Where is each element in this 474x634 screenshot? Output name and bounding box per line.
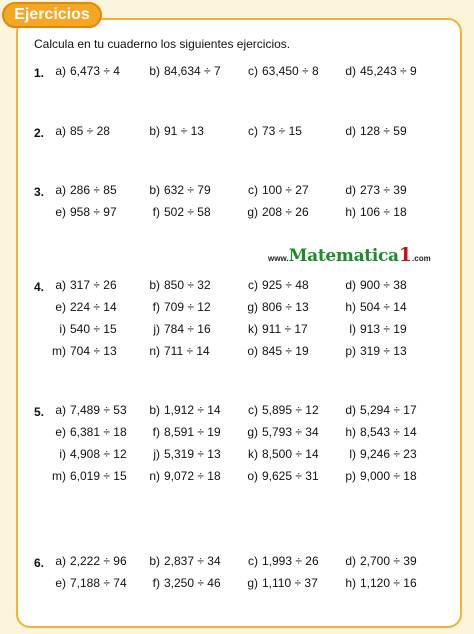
exercise-item (40, 64, 130, 78)
exercise-item (40, 278, 130, 292)
exercise-item (40, 344, 130, 358)
exercise-item (330, 64, 420, 78)
item-label: p) (345, 344, 356, 358)
item-label: a) (55, 403, 66, 417)
item-label: d) (345, 554, 356, 568)
item-label: f) (152, 205, 160, 219)
item-label: h) (345, 576, 356, 590)
division-expression: 709 ÷ 12 (164, 300, 211, 314)
exercise-item (330, 205, 420, 219)
division-expression: 540 ÷ 15 (70, 322, 117, 336)
exercise-item (134, 322, 224, 336)
logo-prefix: www. (268, 254, 289, 263)
exercise-number: 4. (34, 280, 45, 294)
division-expression: 8,591 ÷ 19 (164, 425, 221, 439)
item-label: b) (149, 403, 160, 417)
division-expression: 850 ÷ 32 (164, 278, 211, 292)
item-label: j) (153, 322, 160, 336)
item-label: a) (55, 554, 66, 568)
exercise-item (134, 469, 224, 483)
item-label: b) (149, 278, 160, 292)
division-expression: 8,500 ÷ 14 (262, 447, 319, 461)
division-expression: 5,319 ÷ 13 (164, 447, 221, 461)
item-label: n) (149, 469, 160, 483)
item-label: g) (247, 205, 258, 219)
division-expression: 1,993 ÷ 26 (262, 554, 319, 568)
item-label: l) (349, 322, 356, 336)
item-label: m) (52, 469, 66, 483)
exercise-item (134, 205, 224, 219)
item-label: k) (248, 322, 258, 336)
exercise-item (232, 447, 322, 461)
division-expression: 2,837 ÷ 34 (164, 554, 221, 568)
division-expression: 504 ÷ 14 (360, 300, 407, 314)
exercise-item (330, 322, 420, 336)
exercise-item (330, 124, 420, 138)
item-label: a) (55, 124, 66, 138)
exercise-item (40, 300, 130, 314)
division-expression: 925 ÷ 48 (262, 278, 309, 292)
item-label: e) (55, 205, 66, 219)
exercise-number: 6. (34, 556, 45, 570)
exercise-item (40, 469, 130, 483)
exercise-item (40, 403, 130, 417)
division-expression: 704 ÷ 13 (70, 344, 117, 358)
item-label: o) (247, 344, 258, 358)
division-expression: 2,222 ÷ 96 (70, 554, 127, 568)
item-label: b) (149, 64, 160, 78)
division-expression: 84,634 ÷ 7 (164, 64, 221, 78)
item-label: k) (248, 447, 258, 461)
exercise-item (330, 447, 420, 461)
division-expression: 45,243 ÷ 9 (360, 64, 417, 78)
exercise-item (134, 554, 224, 568)
exercise-item (330, 469, 420, 483)
exercise-item (330, 300, 420, 314)
exercise-item (134, 403, 224, 417)
item-label: a) (55, 278, 66, 292)
exercise-item (330, 403, 420, 417)
division-expression: 958 ÷ 97 (70, 205, 117, 219)
item-label: h) (345, 300, 356, 314)
division-expression: 3,250 ÷ 46 (164, 576, 221, 590)
exercise-item (232, 278, 322, 292)
division-expression: 502 ÷ 58 (164, 205, 211, 219)
exercise-item (232, 300, 322, 314)
exercise-item (40, 447, 130, 461)
division-expression: 6,381 ÷ 18 (70, 425, 127, 439)
exercise-item (232, 576, 322, 590)
item-label: b) (149, 183, 160, 197)
exercise-item (232, 64, 322, 78)
exercise-item (232, 183, 322, 197)
exercise-item (232, 469, 322, 483)
exercise-number: 2. (34, 126, 45, 140)
division-expression: 106 ÷ 18 (360, 205, 407, 219)
exercise-item (232, 554, 322, 568)
exercise-item (330, 344, 420, 358)
exercise-item (232, 124, 322, 138)
division-expression: 317 ÷ 26 (70, 278, 117, 292)
item-label: m) (52, 344, 66, 358)
item-label: p) (345, 469, 356, 483)
division-expression: 711 ÷ 14 (164, 344, 210, 358)
division-expression: 4,908 ÷ 12 (70, 447, 127, 461)
exercise-number: 5. (34, 405, 45, 419)
division-expression: 6,473 ÷ 4 (70, 64, 120, 78)
item-label: c) (248, 64, 258, 78)
item-label: c) (248, 554, 258, 568)
item-label: d) (345, 183, 356, 197)
division-expression: 1,120 ÷ 16 (360, 576, 417, 590)
exercise-item (40, 425, 130, 439)
division-expression: 5,294 ÷ 17 (360, 403, 417, 417)
division-expression: 900 ÷ 38 (360, 278, 407, 292)
division-expression: 63,450 ÷ 8 (262, 64, 319, 78)
division-expression: 5,895 ÷ 12 (262, 403, 319, 417)
division-expression: 1,912 ÷ 14 (164, 403, 221, 417)
division-expression: 73 ÷ 15 (262, 124, 302, 138)
exercise-item (232, 322, 322, 336)
division-expression: 784 ÷ 16 (164, 322, 211, 336)
item-label: j) (153, 447, 160, 461)
exercise-item (134, 124, 224, 138)
division-expression: 911 ÷ 17 (262, 322, 308, 336)
item-label: c) (248, 278, 258, 292)
division-expression: 85 ÷ 28 (70, 124, 110, 138)
division-expression: 7,489 ÷ 53 (70, 403, 127, 417)
division-expression: 845 ÷ 19 (262, 344, 309, 358)
division-expression: 6,019 ÷ 15 (70, 469, 127, 483)
exercise-item (330, 576, 420, 590)
item-label: g) (247, 300, 258, 314)
site-logo (268, 244, 431, 266)
item-label: f) (152, 425, 160, 439)
item-label: o) (247, 469, 258, 483)
page-title: Ejercicios (14, 6, 90, 23)
division-expression: 8,543 ÷ 14 (360, 425, 417, 439)
exercise-item (40, 576, 130, 590)
exercise-item (134, 344, 224, 358)
division-expression: 319 ÷ 13 (360, 344, 407, 358)
item-label: d) (345, 278, 356, 292)
instructions-text: Calcula en tu cuaderno los siguientes ejercicios. (34, 37, 291, 51)
exercise-item (330, 425, 420, 439)
exercise-item (40, 124, 130, 138)
item-label: h) (345, 425, 356, 439)
division-expression: 224 ÷ 14 (70, 300, 117, 314)
exercise-item (232, 205, 322, 219)
exercise-item (134, 300, 224, 314)
exercise-item (40, 322, 130, 336)
division-expression: 286 ÷ 85 (70, 183, 117, 197)
item-label: b) (149, 124, 160, 138)
division-expression: 2,700 ÷ 39 (360, 554, 417, 568)
item-label: g) (247, 425, 258, 439)
exercise-item (330, 554, 420, 568)
exercise-item (134, 278, 224, 292)
division-expression: 128 ÷ 59 (360, 124, 407, 138)
item-label: d) (345, 124, 356, 138)
item-label: a) (55, 183, 66, 197)
exercise-item (134, 425, 224, 439)
title-tab (2, 2, 102, 28)
exercise-item (40, 554, 130, 568)
item-label: f) (152, 300, 160, 314)
division-expression: 806 ÷ 13 (262, 300, 309, 314)
item-label: n) (149, 344, 160, 358)
division-expression: 208 ÷ 26 (262, 205, 309, 219)
item-label: l) (349, 447, 356, 461)
item-label: e) (55, 300, 66, 314)
item-label: d) (345, 403, 356, 417)
exercise-item (40, 183, 130, 197)
division-expression: 9,072 ÷ 18 (164, 469, 221, 483)
exercise-item (330, 183, 420, 197)
item-label: c) (248, 183, 258, 197)
division-expression: 9,000 ÷ 18 (360, 469, 417, 483)
item-label: h) (345, 205, 356, 219)
exercise-item (134, 447, 224, 461)
exercise-number: 3. (34, 185, 45, 199)
division-expression: 9,246 ÷ 23 (360, 447, 417, 461)
exercise-number: 1. (34, 66, 45, 80)
item-label: d) (345, 64, 356, 78)
item-label: c) (248, 403, 258, 417)
exercise-item (232, 403, 322, 417)
item-label: c) (248, 124, 258, 138)
item-label: f) (152, 576, 160, 590)
item-label: a) (55, 64, 66, 78)
logo-suffix: .com (412, 254, 431, 263)
division-expression: 913 ÷ 19 (360, 322, 407, 336)
division-expression: 9,625 ÷ 31 (262, 469, 319, 483)
logo-main: Matematica (288, 246, 399, 266)
exercise-item (232, 344, 322, 358)
logo-digit: 1 (398, 244, 413, 266)
item-label: i) (59, 447, 66, 461)
item-label: i) (59, 322, 66, 336)
division-expression: 1,110 ÷ 37 (262, 576, 318, 590)
exercise-item (134, 576, 224, 590)
item-label: e) (55, 576, 66, 590)
exercise-item (330, 278, 420, 292)
exercise-item (40, 205, 130, 219)
exercise-item (134, 64, 224, 78)
item-label: g) (247, 576, 258, 590)
division-expression: 100 ÷ 27 (262, 183, 309, 197)
exercise-item (232, 425, 322, 439)
division-expression: 273 ÷ 39 (360, 183, 407, 197)
division-expression: 5,793 ÷ 34 (262, 425, 319, 439)
division-expression: 632 ÷ 79 (164, 183, 211, 197)
exercise-item (134, 183, 224, 197)
item-label: b) (149, 554, 160, 568)
division-expression: 7,188 ÷ 74 (70, 576, 127, 590)
division-expression: 91 ÷ 13 (164, 124, 204, 138)
item-label: e) (55, 425, 66, 439)
